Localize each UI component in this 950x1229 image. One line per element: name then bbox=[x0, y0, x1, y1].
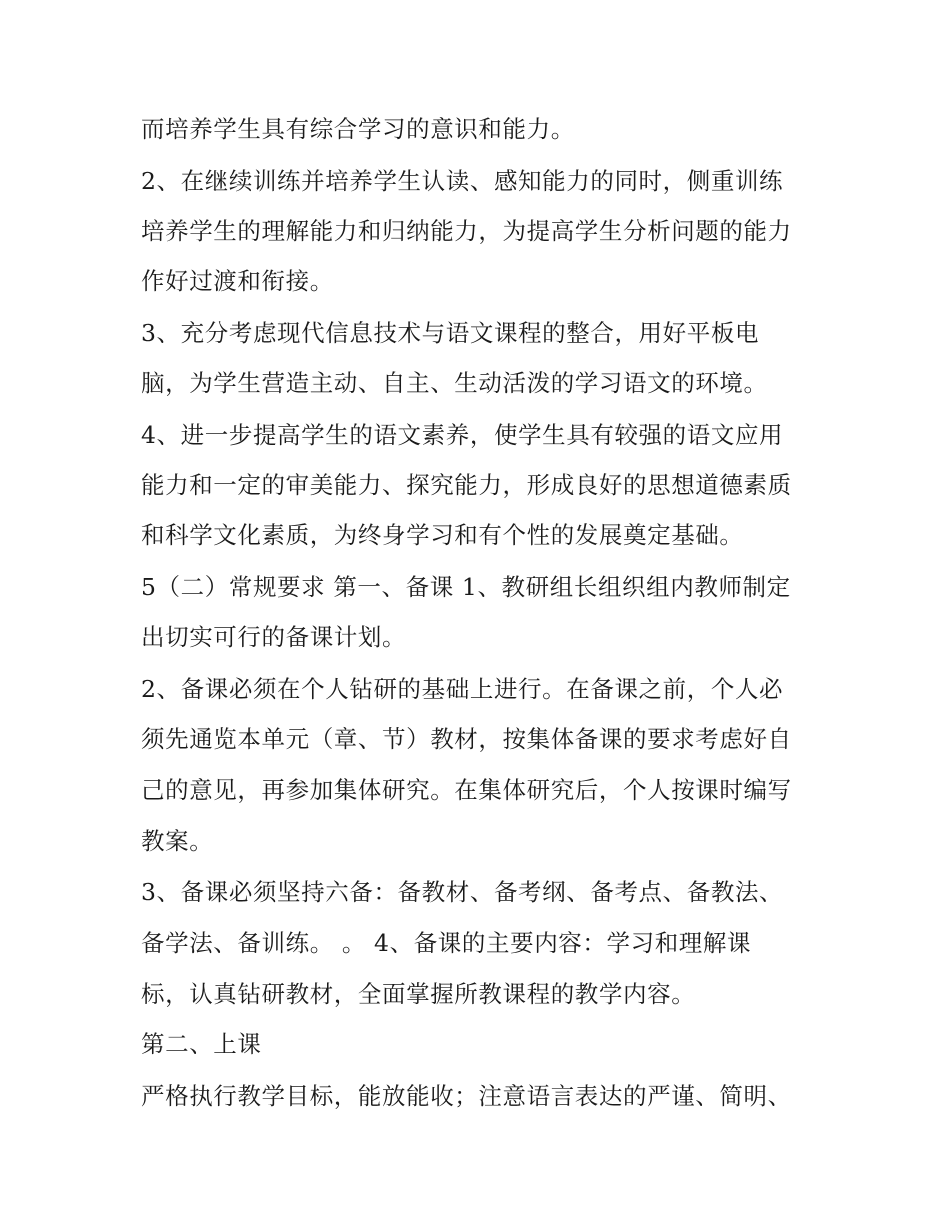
text-line: 3、充分考虑现代信息技术与语文课程的整合，用好平板电 bbox=[141, 319, 760, 347]
text-line: 3、备课必须坚持六备：备教材、备考纲、备考点、备教法、 bbox=[141, 878, 784, 906]
text-line: 须先通览本单元（章、节）教材，按集体备课的要求考虑好自 bbox=[141, 725, 792, 753]
text-line: 培养学生的理解能力和归纳能力，为提高学生分析问题的能力 bbox=[141, 217, 792, 245]
text-line: 备学法、备训练。 。 4、备课的主要内容：学习和理解课 bbox=[141, 929, 752, 957]
text-line: 能力和一定的审美能力、探究能力，形成良好的思想道德素质 bbox=[141, 471, 792, 499]
text-line: 2、在继续训练并培养学生认读、感知能力的同时，侧重训练 bbox=[141, 167, 784, 195]
text-line: 脑，为学生营造主动、自主、生动活泼的学习语文的环境。 bbox=[141, 369, 768, 397]
text-line: 4、进一步提高学生的语文素养，使学生具有较强的语文应用 bbox=[141, 421, 784, 449]
section-heading: 第二、上课 bbox=[141, 1030, 262, 1058]
text-line: 出切实可行的备课计划。 bbox=[141, 623, 407, 651]
text-line: 而培养学生具有综合学习的意识和能力。 bbox=[141, 115, 575, 143]
text-line: 己的意见，再参加集体研究。在集体研究后，个人按课时编写 bbox=[141, 776, 792, 804]
text-line: 教案。 bbox=[141, 827, 214, 855]
text-line: 作好过渡和衔接。 bbox=[141, 267, 334, 295]
text-line: 和科学文化素质，为终身学习和有个性的发展奠定基础。 bbox=[141, 521, 744, 549]
text-line: 2、备课必须在个人钻研的基础上进行。在备课之前，个人必 bbox=[141, 675, 784, 703]
text-line: 严格执行教学目标，能放能收；注意语言表达的严谨、简明、 bbox=[141, 1082, 792, 1110]
text-line: 5（二）常规要求 第一、备课 1、教研组长组织组内教师制定 bbox=[141, 573, 791, 601]
text-line: 标，认真钻研教材，全面掌握所教课程的教学内容。 bbox=[141, 980, 696, 1008]
